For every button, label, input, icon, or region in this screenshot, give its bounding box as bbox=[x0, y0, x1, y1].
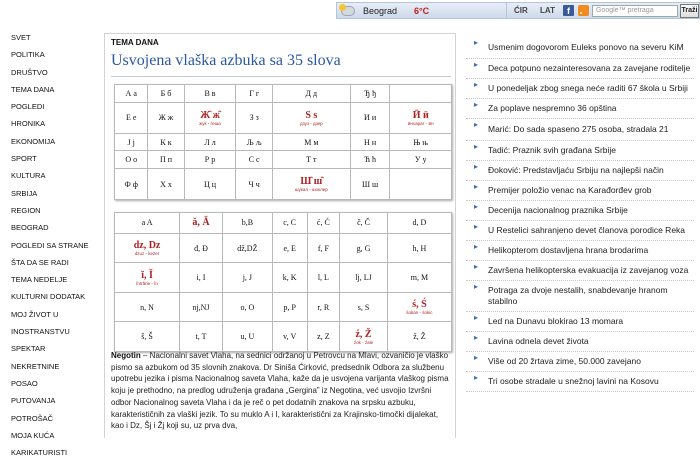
alphabet-letter-cell bbox=[148, 169, 184, 200]
alphabet-letter-cell bbox=[236, 85, 272, 103]
nav-item[interactable]: POLITIKA bbox=[11, 50, 45, 60]
weather-city: Beograd bbox=[363, 6, 398, 16]
alphabet-letter-cell bbox=[307, 233, 340, 263]
alphabet-letter-cell bbox=[272, 169, 350, 200]
news-headline-link[interactable]: ▸ Led na Dunavu blokirao 13 momara bbox=[488, 316, 624, 326]
lang-cyrillic-link[interactable]: ĆIR bbox=[514, 6, 528, 15]
letter: Ћ ћ bbox=[364, 155, 377, 165]
news-headline-link[interactable]: ▸ U ponedeljak zbog snega neće raditi 67 škola u Srbiji bbox=[488, 83, 688, 93]
alphabet-letter-cell bbox=[115, 213, 180, 234]
alphabet-letter-cell bbox=[340, 213, 388, 234]
alphabet-row bbox=[115, 213, 452, 234]
letter: Њ њ bbox=[413, 137, 429, 147]
letter: Ђ ђ bbox=[364, 88, 377, 98]
weather-temperature: 6°C bbox=[414, 6, 430, 16]
alphabet-letter-cell bbox=[180, 322, 223, 352]
news-item[interactable] bbox=[466, 332, 694, 352]
nav-item[interactable]: POTROŠAČ bbox=[11, 413, 54, 423]
alphabet-letter-cell bbox=[115, 151, 148, 169]
nav-item[interactable]: POSAO bbox=[11, 378, 38, 388]
alphabet-letter-cell bbox=[115, 292, 180, 322]
news-item[interactable] bbox=[466, 312, 694, 332]
alphabet-letter-cell bbox=[115, 233, 180, 263]
news-headline-link[interactable]: ▸ Više od 20 žrtava zime, 50.000 zavejano bbox=[488, 356, 641, 366]
letter: k, K bbox=[282, 273, 297, 283]
news-headline-link[interactable]: ▸ Marić: Do sada spaseno 275 osoba, stradala 21 bbox=[488, 124, 669, 134]
news-item[interactable] bbox=[466, 79, 694, 99]
letter: Ц ц bbox=[204, 179, 217, 189]
alphabet-row bbox=[115, 322, 452, 352]
news-item[interactable] bbox=[466, 281, 694, 312]
nav-item[interactable]: TEMA NEDELJE bbox=[11, 275, 68, 285]
alphabet-letter-cell bbox=[148, 85, 184, 103]
letter: ž, Ž bbox=[413, 332, 426, 342]
nav-item[interactable]: KULTURA bbox=[11, 171, 46, 181]
news-item[interactable] bbox=[466, 201, 694, 221]
alphabet-letter-cell bbox=[340, 233, 388, 263]
alphabet-letter-cell bbox=[236, 133, 272, 151]
alphabet-letter-cell bbox=[115, 102, 148, 133]
letter-example: śokan - śokic bbox=[406, 310, 433, 316]
search-input[interactable]: Google™ pretraga bbox=[592, 5, 678, 17]
letter: b,B bbox=[241, 218, 254, 228]
nav-item[interactable]: DRUŠTVO bbox=[11, 67, 48, 77]
alphabet-letter-cell bbox=[307, 292, 340, 322]
top-toolbar bbox=[506, 2, 700, 19]
article-text: – Nacionalni savet Vlaha, na sednici održanoj u Petrovcu na Mlavi, ozvaničio je vlaško pismo sa azbukom od 35 slovnih znakova. Dr Siniša Ćirković, predsednik Odbora za službenu upotrebu jezika i pisma Nacionalnog saveta Vlaha, kaže da je usvojena varijanta vlaškog pisma koju je prethodno, na predlog udruženja građana „Gergina” iz Negotina, već usvojio Izvršni odbor Nacionalnog saveta Vlaha i da je reč o pet dodatnih znakova na srpsku azbuku, karakterističnih za vlaški jezik. To su muklo A i I, karakteristični za Krajinsko-timočki dijalekat, kao i Dz, Šj i Žj koji su, uz prva dva, bbox=[111, 351, 449, 431]
alphabet-letter-cell bbox=[115, 169, 148, 200]
news-item[interactable] bbox=[466, 241, 694, 261]
nav-item[interactable]: INOSTRANSTVU bbox=[11, 327, 70, 337]
alphabet-letter-cell bbox=[148, 151, 184, 169]
alphabet-letter-cell bbox=[340, 263, 388, 293]
letter-example: dzuz - kezer bbox=[134, 251, 160, 257]
letter: a A bbox=[141, 218, 153, 228]
news-headline-link[interactable]: ▸ Premijer položio venac na Karađorđev grob bbox=[488, 185, 652, 195]
news-headline-link[interactable]: ▸ Završena helikopterska evakuacija iz zavejanog voza bbox=[488, 265, 689, 275]
alphabet-letter-cell bbox=[115, 263, 180, 293]
alphabet-row bbox=[115, 85, 452, 103]
alphabet-row bbox=[115, 233, 452, 263]
alphabet-letter-cell bbox=[387, 263, 451, 293]
news-item[interactable] bbox=[466, 99, 694, 119]
news-list bbox=[466, 37, 694, 392]
letter: М м bbox=[304, 137, 319, 147]
letter: ź, Ž bbox=[355, 328, 372, 340]
news-headline-link[interactable]: ▸ Tri osobe stradale u snežnoj lavini na Kosovu bbox=[488, 376, 659, 386]
letter-example: întrărie - în bbox=[136, 280, 158, 286]
nav-item[interactable]: TEMA DANA bbox=[11, 84, 55, 94]
rss-icon[interactable] bbox=[578, 5, 589, 16]
letter: l, L bbox=[317, 273, 329, 283]
nav-item[interactable]: MOJA KUĆA bbox=[11, 430, 55, 440]
letter: nj,NJ bbox=[192, 302, 210, 312]
alphabet-letter-cell bbox=[272, 213, 307, 234]
alphabet-letter-cell bbox=[350, 85, 390, 103]
news-item[interactable] bbox=[466, 221, 694, 241]
article bbox=[104, 33, 456, 438]
alphabet-letter-cell bbox=[148, 102, 184, 133]
alphabet-letter-cell bbox=[350, 151, 390, 169]
news-headline-link[interactable]: ▸ Potraga za dvoje nestalih, snabdevanje hranom stabilno bbox=[488, 285, 668, 306]
letter: Ш ш bbox=[361, 179, 379, 189]
letter: К к bbox=[160, 137, 172, 147]
nav-item[interactable]: NEKRETNINE bbox=[11, 361, 60, 371]
alphabet-letter-cell bbox=[387, 292, 451, 322]
letter: П п bbox=[159, 155, 173, 165]
alphabet-letter-cell bbox=[272, 133, 350, 151]
letter: ă, Ă bbox=[192, 217, 210, 229]
alphabet-letter-cell bbox=[180, 233, 223, 263]
alphabet-letter-cell bbox=[222, 213, 272, 234]
news-item[interactable] bbox=[466, 372, 694, 392]
alphabet-letter-cell bbox=[387, 233, 451, 263]
letter: Д д bbox=[305, 88, 318, 98]
alphabet-letter-cell bbox=[387, 322, 451, 352]
alphabet-letter-cell bbox=[222, 263, 272, 293]
alphabet-row bbox=[115, 292, 452, 322]
letter: Ж̑ ж̑ bbox=[200, 109, 220, 121]
top-bar bbox=[0, 0, 700, 20]
nav-item[interactable]: BEOGRAD bbox=[11, 223, 49, 233]
alphabet-letter-cell bbox=[184, 133, 236, 151]
left-navigation bbox=[0, 20, 100, 458]
letter: lj, LJ bbox=[355, 273, 372, 283]
article-body bbox=[111, 350, 451, 432]
alphabet-letter-cell bbox=[115, 133, 148, 151]
letter: p, P bbox=[283, 302, 296, 312]
letter: Ж ж bbox=[158, 113, 174, 123]
alphabet-letter-cell bbox=[390, 133, 452, 151]
alphabet-row bbox=[115, 151, 452, 169]
letter: v, V bbox=[283, 332, 297, 342]
alphabet-letter-cell bbox=[390, 151, 452, 169]
alphabet-letter-cell bbox=[222, 322, 272, 352]
nav-item[interactable]: REGION bbox=[11, 205, 41, 215]
letter-example: шу̑кал - шоклер bbox=[294, 187, 328, 193]
news-item[interactable] bbox=[466, 141, 694, 161]
alphabet-letter-cell bbox=[184, 169, 236, 200]
nav-item[interactable]: KULTURNI DODATAK bbox=[11, 292, 86, 302]
news-headline-link[interactable]: ▸ Tadić: Praznik svih građana Srbije bbox=[488, 145, 617, 155]
letter: e, E bbox=[283, 243, 296, 253]
letter: Г г bbox=[249, 88, 260, 98]
alphabet-letter-cell bbox=[236, 151, 272, 169]
letter-example: ӣнсарат - ӣн bbox=[407, 120, 434, 126]
alphabet-letter-cell bbox=[272, 322, 307, 352]
letter: Е е bbox=[125, 113, 137, 123]
letter: Л л bbox=[204, 137, 216, 147]
letter: m, M bbox=[410, 273, 429, 283]
alphabet-row bbox=[115, 133, 452, 151]
nav-item[interactable]: PUTOVANJA bbox=[11, 396, 56, 406]
letter: Б б bbox=[160, 88, 172, 98]
alphabet-letter-cell bbox=[350, 169, 390, 200]
article-headline[interactable]: Usvojena vlaška azbuka sa 35 slova bbox=[111, 52, 341, 69]
facebook-icon[interactable]: f bbox=[563, 5, 574, 16]
letter: d, D bbox=[412, 218, 427, 228]
news-item[interactable] bbox=[466, 352, 694, 372]
news-headline-link[interactable]: ▸ Decenija nacionalnog praznika Srbije bbox=[488, 205, 628, 215]
letter: ć, Ć bbox=[316, 218, 330, 228]
letter: Ӣ ӣ bbox=[412, 109, 429, 121]
nav-item[interactable]: SPORT bbox=[11, 154, 37, 164]
search-button[interactable]: Traži bbox=[680, 4, 699, 18]
letter: n, N bbox=[140, 302, 154, 312]
news-headline-link[interactable]: ▸ U Restelici sahranjeno devet članova porodice Reka bbox=[488, 225, 686, 235]
partly-cloudy-icon bbox=[341, 6, 355, 16]
alphabet-letter-cell bbox=[184, 85, 236, 103]
letter: đ, Đ bbox=[194, 243, 208, 253]
letter: i, I bbox=[196, 273, 206, 283]
weather-widget[interactable] bbox=[336, 2, 506, 19]
letter: Ф ф bbox=[124, 179, 138, 189]
letter: z, Z bbox=[317, 332, 330, 342]
letter: č, Č bbox=[357, 218, 370, 228]
news-headline-link[interactable]: ▸ Deca potpuno nezainteresovana za zavejane roditelje bbox=[488, 63, 691, 73]
news-headline-link[interactable]: ▸ Lavina odnela devet života bbox=[488, 336, 589, 346]
letter: j, J bbox=[242, 273, 253, 283]
alphabet-letter-cell bbox=[184, 151, 236, 169]
letter: u, U bbox=[240, 332, 255, 342]
section-label: TEMA DANA bbox=[111, 38, 159, 47]
alphabet-letter-cell bbox=[236, 169, 272, 200]
letter: ĭ, Ĭ bbox=[141, 269, 153, 281]
letter-example: дзуз - дзер bbox=[300, 120, 323, 126]
letter: dz, Dz bbox=[133, 240, 161, 252]
divider bbox=[111, 76, 451, 77]
letter: В в bbox=[204, 88, 216, 98]
letter: Ч ч bbox=[248, 179, 260, 189]
letter: Љ љ bbox=[246, 137, 262, 147]
alphabet-letter-cell bbox=[272, 292, 307, 322]
article-dateline: Negotin bbox=[111, 351, 141, 360]
alphabet-letter-cell bbox=[340, 322, 388, 352]
letter: r, R bbox=[317, 302, 330, 312]
letter: c, C bbox=[283, 218, 297, 228]
letter: И и bbox=[364, 113, 377, 123]
alphabet-letter-cell bbox=[272, 263, 307, 293]
alphabet-letter-cell bbox=[236, 102, 272, 133]
letter: t, T bbox=[195, 332, 207, 342]
letter: З з bbox=[249, 113, 259, 123]
letter: o, O bbox=[240, 302, 255, 312]
alphabet-letter-cell bbox=[272, 233, 307, 263]
alphabet-letter-cell bbox=[272, 85, 350, 103]
nav-item[interactable]: MOJ ŽIVOT U bbox=[11, 309, 59, 319]
alphabet-letter-cell bbox=[115, 85, 148, 103]
alphabet-letter-cell bbox=[180, 292, 223, 322]
letter: dž,DŽ bbox=[237, 243, 258, 253]
nav-item[interactable]: SVET bbox=[11, 33, 31, 42]
news-item[interactable] bbox=[466, 161, 694, 181]
alphabet-letter-cell bbox=[184, 102, 236, 133]
alphabet-letter-cell bbox=[180, 213, 223, 234]
letter: Ш̑ ш̑ bbox=[300, 176, 323, 188]
letter: А а bbox=[125, 88, 137, 98]
alphabet-row bbox=[115, 102, 452, 133]
letter: У у bbox=[414, 155, 427, 165]
alphabet-letter-cell bbox=[307, 322, 340, 352]
news-item[interactable] bbox=[466, 261, 694, 281]
alphabet-letter-cell bbox=[222, 233, 272, 263]
letter: Х х bbox=[160, 179, 172, 189]
latin-alphabet-table bbox=[114, 212, 452, 352]
letter: Т т bbox=[306, 155, 317, 165]
alphabet-letter-cell bbox=[180, 263, 223, 293]
alphabet-letter-cell bbox=[390, 102, 452, 133]
letter: f, F bbox=[317, 243, 329, 253]
lang-latin-link[interactable]: LAT bbox=[540, 6, 555, 15]
alphabet-letter-cell bbox=[307, 263, 340, 293]
letter: Ј ј bbox=[127, 137, 135, 147]
letter: Ѕ ѕ bbox=[305, 109, 318, 121]
letter: h, H bbox=[412, 243, 427, 253]
alphabet-letter-cell bbox=[307, 213, 340, 234]
letter: О о bbox=[125, 155, 138, 165]
nav-item[interactable]: KARIKATURISTI bbox=[11, 448, 68, 458]
cyrillic-alphabet-table bbox=[114, 84, 452, 200]
letter: Н н bbox=[364, 137, 377, 147]
news-item[interactable] bbox=[466, 181, 694, 201]
letter: s, S bbox=[357, 302, 370, 312]
news-headline-link[interactable]: ▸ Za poplave nespremno 36 opština bbox=[488, 103, 617, 113]
letter: g, G bbox=[356, 243, 371, 253]
letter: ś, Ś bbox=[412, 299, 427, 311]
news-headline-link[interactable]: ▸ Usmenim dogovorom Euleks ponovo na severu KiM bbox=[488, 42, 684, 52]
alphabet-letter-cell bbox=[222, 292, 272, 322]
news-item[interactable] bbox=[466, 37, 694, 59]
nav-item[interactable]: POGLEDI SA STRANE bbox=[11, 240, 89, 250]
letter-example: źok - źale bbox=[353, 339, 374, 345]
alphabet-letter-cell bbox=[350, 133, 390, 151]
letter-example: жуќ - ѓеша bbox=[199, 120, 221, 126]
alphabet-letter-cell bbox=[350, 102, 390, 133]
alphabet-row bbox=[115, 169, 452, 200]
alphabet-letter-cell bbox=[387, 213, 451, 234]
letter: С с bbox=[248, 155, 260, 165]
nav-item[interactable]: POGLEDI bbox=[11, 102, 45, 112]
alphabet-letter-cell bbox=[148, 133, 184, 151]
news-item[interactable] bbox=[466, 119, 694, 141]
alphabet-letter-cell bbox=[272, 102, 350, 133]
news-headline-link[interactable]: ▸ Helikopterom dostavljena hrana brodarima bbox=[488, 245, 649, 255]
news-headline-link[interactable]: ▸ Đoković: Predstavljaću Srbiju na najlepši način bbox=[488, 165, 664, 175]
news-item[interactable] bbox=[466, 59, 694, 79]
letter: š, Š bbox=[141, 332, 153, 342]
nav-item[interactable]: ŠTA DA SE RADI bbox=[11, 257, 69, 267]
letter: Р р bbox=[204, 155, 216, 165]
alphabet-letter-cell bbox=[340, 292, 388, 322]
nav-item[interactable]: SRBIJA bbox=[11, 188, 38, 198]
alphabet-letter-cell bbox=[115, 322, 180, 352]
nav-item[interactable]: HRONIKA bbox=[11, 119, 46, 129]
alphabet-row bbox=[115, 263, 452, 293]
nav-item[interactable]: EKONOMIJA bbox=[11, 136, 56, 146]
nav-item[interactable]: SPEKTAR bbox=[11, 344, 46, 354]
alphabet-letter-cell bbox=[272, 151, 350, 169]
